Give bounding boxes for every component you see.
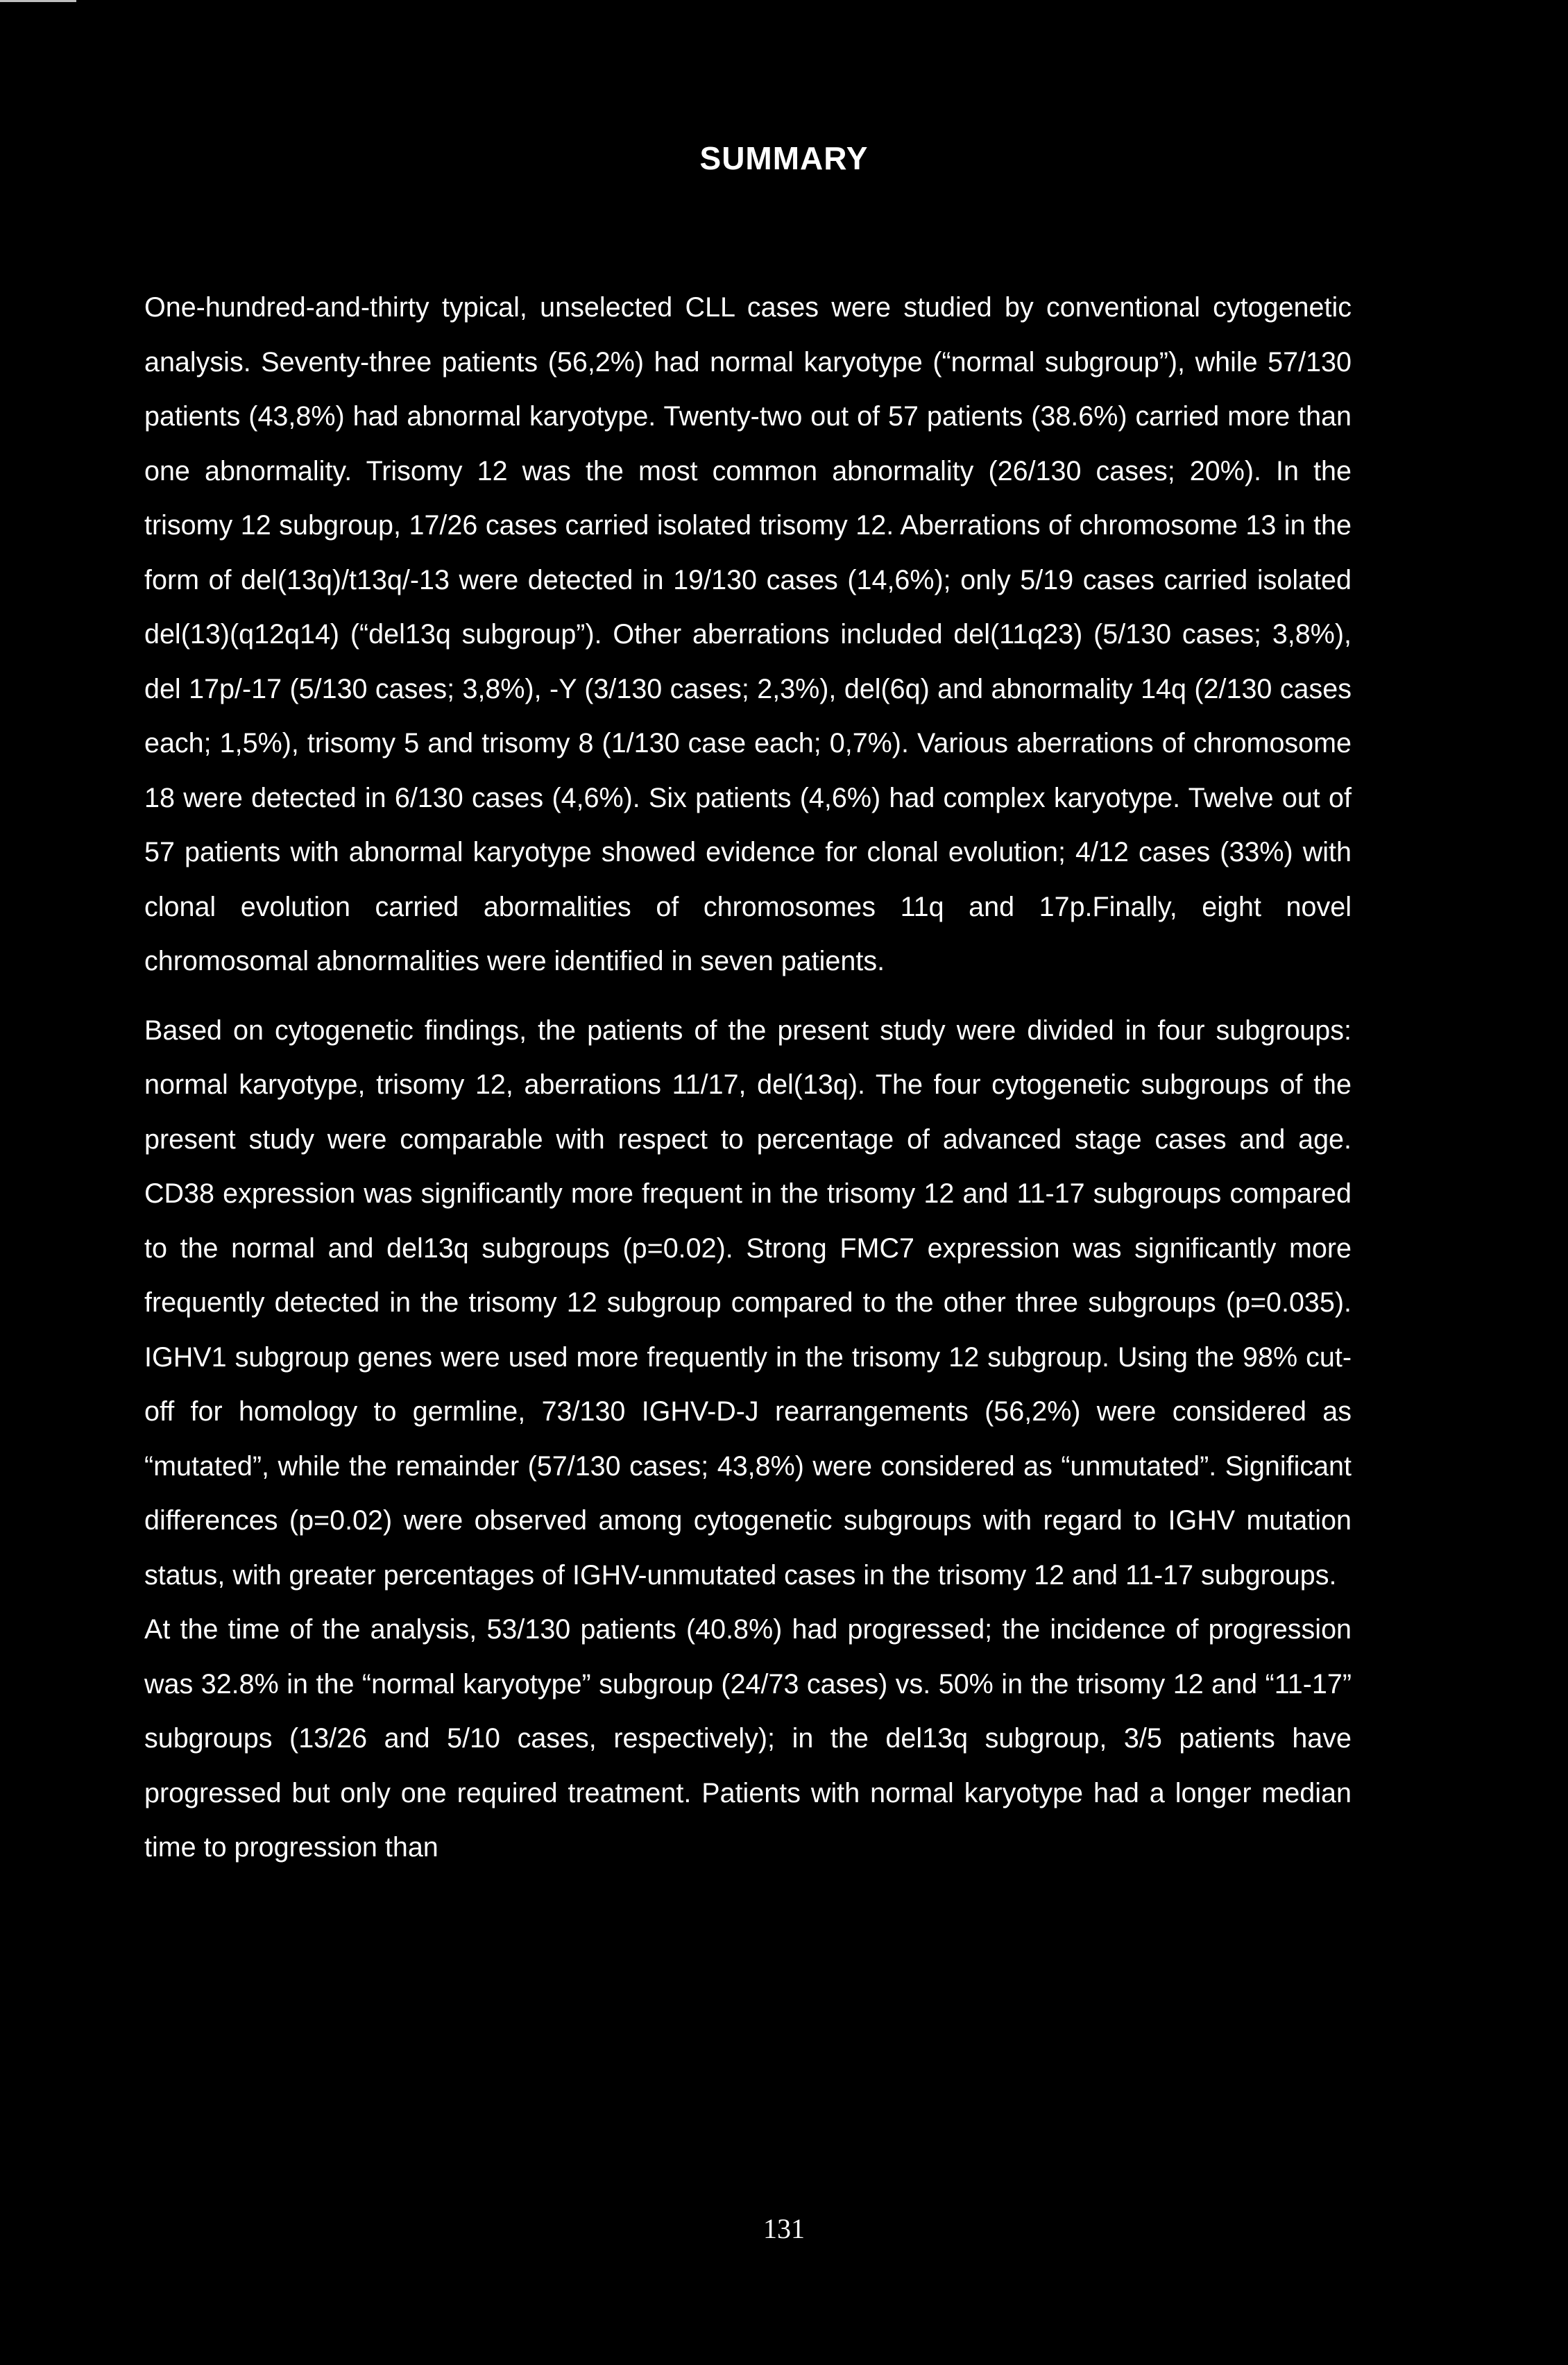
- paragraph-cytogenetic-analysis: One-hundred-and-thirty typical, unselected CLL cases were studied by conventional cytogenetic analysis. Seventy-three patients (56,2%) had normal karyotype (“normal subgroup”), while 57/130 patients (43,8%) had abnormal karyotype. Twenty-two out of 57 patients (38.6%) carried more than one abnormality. Trisomy 12 was the most common abnormality (26/130 cases; 20%). In the trisomy 12 subgroup, 17/26 cases carried isolated trisomy 12. Aberrations of chromosome 13 in the form of del(13q)/t13q/-13 were detected in 19/130 cases (14,6%); only 5/19 cases carried isolated del(13)(q12q14) (“del13q subgroup”). Other aberrations included del(11q23) (5/130 cases; 3,8%), del 17p/-17 (5/130 cases; 3,8%), -Y (3/130 cases; 2,3%), del(6q) and abnormality 14q (2/130 cases each; 1,5%), trisomy 5 and trisomy 8 (1/130 case each; 0,7%). Various aberrations of chromosome 18 were detected in 6/130 cases (4,6%). Six patients (4,6%) had complex karyotype. Twelve out of 57 patients with abnormal karyotype showed evidence for clonal evolution; 4/12 cases (33%) with clonal evolution carried abormalities of chromosomes 11q and 17p.Finally, eight novel chromosomal abnormalities were identified in seven patients.: [144, 292, 1352, 976]
- page-title: SUMMARY: [699, 140, 869, 176]
- summary-body: [144, 280, 1352, 1875]
- paragraph-subgroups: Based on cytogenetic findings, the patients of the present study were divided in four subgroups: normal karyotype, trisomy 12, aberrations 11/17, del(13q). The four cytogenetic subgroups of the present study were comparable with respect to percentage of advanced stage cases and age. CD38 expression was significantly more frequent in the trisomy 12 and 11-17 subgroups compared to the normal and del13q subgroups (p=0.02). Strong FMC7 expression was significantly more frequently detected in the trisomy 12 subgroup compared to the other three subgroups (p=0.035). IGHV1 subgroup genes were used more frequently in the trisomy 12 subgroup. Using the 98% cut-off for homology to germline, 73/130 IGHV-D-J rearrangements (56,2%) were considered as “mutated”, while the remainder (57/130 cases; 43,8%) were considered as “unmutated”. Significant differences (p=0.02) were observed among cytogenetic subgroups with regard to IGHV mutation status, with greater percentages of IGHV-unmutated cases in the trisomy 12 and 11-17 subgroups.: [144, 1015, 1352, 1591]
- paragraph-progression: At the time of the analysis, 53/130 patients (40.8%) had progressed; the incidence of progression was 32.8% in the “normal karyotype” subgroup (24/73 cases) vs. 50% in the trisomy 12 and “11-17” subgroups (13/26 and 5/10 cases, respectively); in the del13q subgroup, 3/5 patients have progressed but only one required treatment. Patients with normal karyotype had a longer median time to progression than: [144, 1614, 1352, 1863]
- scan-edge-line: [0, 0, 76, 2]
- page-number: 131: [763, 2213, 805, 2244]
